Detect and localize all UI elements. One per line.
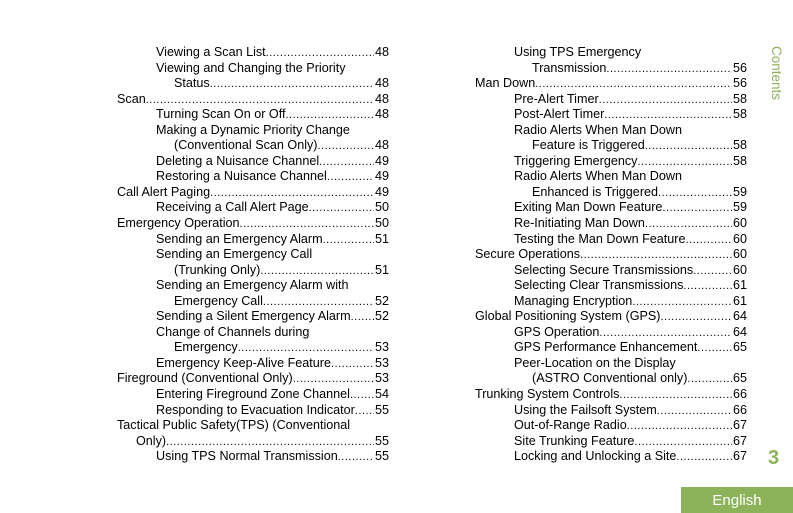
toc-leader-dots (627, 419, 732, 435)
toc-leader-dots (599, 93, 732, 109)
toc-leader-dots (657, 404, 732, 420)
toc-entry (117, 309, 389, 325)
toc-entry-title: (Conventional Scan Only) (174, 138, 318, 153)
toc-entry-page: 54 (374, 387, 389, 402)
toc-right-column (475, 45, 747, 465)
toc-entry-title: Emergency (174, 340, 238, 355)
side-tab-label: Contents (769, 46, 784, 101)
toc-entry (475, 169, 747, 185)
toc-entry-page: 53 (374, 340, 389, 355)
toc-leader-dots (637, 155, 732, 171)
toc-leader-dots (604, 108, 732, 124)
toc-entry-page: 48 (374, 76, 389, 91)
toc-entry (117, 263, 389, 279)
toc-leader-dots (686, 233, 732, 249)
toc-entry (475, 123, 747, 139)
toc-entry-page: 50 (374, 216, 389, 231)
toc-entry (117, 107, 389, 123)
toc-entry-page: 48 (374, 138, 389, 153)
toc-entry-title: (ASTRO Conventional only) (532, 371, 688, 386)
toc-entry-page: 58 (732, 153, 747, 168)
toc-leader-dots (619, 388, 732, 404)
toc-entry-title: Receiving a Call Alert Page (156, 200, 309, 215)
language-tab-label: English (712, 491, 762, 509)
toc-leader-dots (535, 77, 732, 93)
toc-entry-page: 60 (732, 262, 747, 277)
toc-entry-title: Entering Fireground Zone Channel (156, 387, 350, 402)
toc-entry (475, 340, 747, 356)
toc-entry-title: Emergency Call (174, 293, 263, 308)
toc-entry-title: Tactical Public Safety(TPS) (Conventional (117, 418, 351, 433)
toc-entry-title: Sending an Emergency Call (156, 247, 313, 262)
toc-entry-page: 59 (732, 200, 747, 215)
toc-entry (475, 434, 747, 450)
toc-entry (475, 185, 747, 201)
toc-leader-dots (599, 326, 732, 342)
toc-entry-page: 60 (732, 216, 747, 231)
toc-entry (475, 216, 747, 232)
toc-entry-page: 51 (374, 231, 389, 246)
toc-entry (117, 278, 389, 294)
toc-entry-title: Turning Scan On or Off (156, 107, 286, 122)
toc-entry-page: 61 (732, 278, 747, 293)
toc-entry (475, 449, 747, 465)
toc-entry-page: 51 (374, 262, 389, 277)
toc-entry-page: 48 (374, 45, 389, 59)
toc-entry-title: Transmission (532, 60, 607, 75)
toc-entry-page: 64 (732, 309, 747, 324)
toc-entry-page: 55 (374, 402, 389, 417)
toc-entry-page: 49 (374, 184, 389, 199)
toc-entry (117, 232, 389, 248)
toc-leader-dots (260, 264, 374, 280)
toc-entry (475, 138, 747, 154)
toc-entry (117, 123, 389, 139)
toc-leader-dots (645, 217, 732, 233)
toc-leader-dots (210, 186, 374, 202)
toc-entry-page: 67 (732, 433, 747, 448)
toc-entry-title: Sending an Emergency Alarm with (156, 278, 349, 293)
toc-entry-page: 61 (732, 293, 747, 308)
toc-leader-dots (319, 155, 374, 171)
toc-entry-title: Global Positioning System (GPS) (475, 309, 661, 324)
toc-entry-title: Radio Alerts When Man Down (514, 169, 682, 184)
toc-entry-title: Triggering Emergency (514, 153, 638, 168)
toc-entry-title: Sending a Silent Emergency Alarm (156, 309, 351, 324)
toc-leader-dots (676, 450, 732, 466)
toc-entry (475, 76, 747, 92)
toc-leader-dots (660, 310, 732, 326)
toc-entry-page: 53 (374, 355, 389, 370)
toc-entry-title: Emergency Operation (117, 216, 240, 231)
toc-leader-dots (658, 186, 732, 202)
toc-entry (475, 278, 747, 294)
toc-entry-title: Viewing a Scan List (156, 45, 266, 59)
toc-entry-title: Enhanced is Triggered (532, 184, 659, 199)
toc-entry (117, 185, 389, 201)
toc-entry (117, 371, 389, 387)
toc-entry (117, 76, 389, 92)
toc-entry-page: 67 (732, 449, 747, 464)
toc-entry-page: 49 (374, 169, 389, 184)
toc-leader-dots (697, 341, 732, 357)
toc-entry-title: Fireground (Conventional Only) (117, 371, 293, 386)
toc-entry-page: 59 (732, 184, 747, 199)
toc-entry-title: Out-of-Range Radio (514, 418, 627, 433)
toc-entry-page: 48 (374, 107, 389, 122)
toc-entry (117, 387, 389, 403)
toc-entry (117, 138, 389, 154)
toc-entry (475, 92, 747, 108)
toc-leader-dots (238, 341, 374, 357)
toc-entry-page: 56 (732, 76, 747, 91)
toc-entry (117, 154, 389, 170)
toc-entry-title: Testing the Man Down Feature (514, 231, 686, 246)
toc-entry (117, 325, 389, 341)
toc-entry-title: Selecting Secure Transmissions (514, 262, 694, 277)
toc-entry (475, 403, 747, 419)
toc-entry-page: 52 (374, 309, 389, 324)
toc-entry-title: Using TPS Normal Transmission (156, 449, 338, 464)
toc-entry (117, 403, 389, 419)
toc-entry (117, 247, 389, 263)
toc-entry-title: Managing Encryption (514, 293, 633, 308)
toc-entry-page: 58 (732, 138, 747, 153)
toc-entry-title: Using TPS Emergency (514, 45, 642, 59)
toc-leader-dots (166, 435, 374, 451)
toc-entry (475, 247, 747, 263)
toc-entry-page: 53 (374, 371, 389, 386)
toc-entry-page: 66 (732, 402, 747, 417)
language-tab (681, 487, 793, 513)
toc-leader-dots (286, 108, 374, 124)
toc-entry (117, 418, 389, 434)
toc-entry-title: Making a Dynamic Priority Change (156, 122, 350, 137)
toc-entry (475, 45, 747, 61)
toc-entry (117, 61, 389, 77)
toc-entry (117, 169, 389, 185)
toc-entry (117, 340, 389, 356)
toc-entry-page: 48 (374, 91, 389, 106)
toc-entry-title: Feature is Triggered (532, 138, 645, 153)
toc-entry-title: Responding to Evacuation Indicator (156, 402, 355, 417)
toc-entry-title: Pre-Alert Timer (514, 91, 599, 106)
toc-entry-title: Sending an Emergency Alarm (156, 231, 323, 246)
toc-entry-title: Status (174, 76, 210, 91)
toc-entry (117, 294, 389, 310)
toc-entry-page: 50 (374, 200, 389, 215)
toc-leader-dots (293, 372, 374, 388)
toc-entry (117, 356, 389, 372)
toc-leader-dots (263, 295, 374, 311)
toc-entry (475, 356, 747, 372)
toc-leader-dots (323, 233, 374, 249)
toc-entry (475, 200, 747, 216)
toc-entry-title: GPS Performance Enhancement (514, 340, 698, 355)
toc-entry (475, 154, 747, 170)
toc-entry-title: Call Alert Paging (117, 184, 211, 199)
toc-entry-title: Scan (117, 91, 146, 106)
toc-entry (117, 449, 389, 465)
toc-entry-page: 65 (732, 340, 747, 355)
toc-leader-dots (683, 279, 732, 295)
toc-entry (475, 107, 747, 123)
contents-side-tab (766, 46, 786, 106)
toc-entry (117, 434, 389, 450)
toc-entry (475, 387, 747, 403)
toc-leader-dots (331, 357, 374, 373)
toc-entry (475, 294, 747, 310)
toc-leader-dots (634, 435, 732, 451)
toc-entry (475, 325, 747, 341)
toc-leader-dots (318, 139, 374, 155)
toc-entry-page: 49 (374, 153, 389, 168)
toc-entry-title: Viewing and Changing the Priority (156, 60, 346, 75)
toc-left-column (117, 45, 389, 465)
toc-leader-dots (327, 170, 374, 186)
toc-entry-page: 65 (732, 371, 747, 386)
toc-entry-title: Change of Channels during (156, 324, 310, 339)
toc-entry-title: Using the Failsoft System (514, 402, 657, 417)
toc-entry-page: 60 (732, 247, 747, 262)
toc-entry-page: 60 (732, 231, 747, 246)
toc-entry-title: Emergency Keep-Alive Feature (156, 355, 331, 370)
toc-leader-dots (240, 217, 374, 233)
toc-entry (475, 232, 747, 248)
toc-entry (117, 216, 389, 232)
toc-entry-title: Man Down (475, 76, 536, 91)
toc-leader-dots (580, 248, 732, 264)
toc-leader-dots (338, 450, 374, 466)
toc-entry-page: 56 (732, 60, 747, 75)
toc-leader-dots (606, 62, 732, 78)
toc-entry-page: 52 (374, 293, 389, 308)
toc-leader-dots (662, 201, 732, 217)
toc-entry-title: Restoring a Nuisance Channel (156, 169, 327, 184)
toc-entry (475, 61, 747, 77)
toc-entry-title: Re-Initiating Man Down (514, 216, 645, 231)
toc-entry-title: Radio Alerts When Man Down (514, 122, 682, 137)
toc-leader-dots (146, 93, 374, 109)
toc-entry (475, 309, 747, 325)
toc-entry-title: Selecting Clear Transmissions (514, 278, 684, 293)
toc-entry-title: Secure Operations (475, 247, 581, 262)
toc-leader-dots (351, 310, 374, 326)
toc-entry-title: Deleting a Nuisance Channel (156, 153, 320, 168)
toc-entry-page: 58 (732, 91, 747, 106)
toc-entry-title: Post-Alert Timer (514, 107, 605, 122)
toc-entry-title: Only) (136, 433, 167, 448)
toc-leader-dots (645, 139, 732, 155)
toc-entry (117, 92, 389, 108)
toc-entry-page: 66 (732, 387, 747, 402)
toc-entry-title: Exiting Man Down Feature (514, 200, 663, 215)
toc-entry-title: GPS Operation (514, 324, 600, 339)
toc-entry-title: Locking and Unlocking a Site (514, 449, 677, 464)
toc-entry-page: 55 (374, 433, 389, 448)
toc-entry-page: 67 (732, 418, 747, 433)
toc-leader-dots (350, 388, 374, 404)
toc-leader-dots (266, 46, 374, 62)
toc-entry (475, 371, 747, 387)
toc-entry (117, 45, 389, 61)
toc-entry (475, 263, 747, 279)
toc-entry (117, 200, 389, 216)
toc-entry-title: Peer-Location on the Display (514, 355, 676, 370)
toc-entry-page: 64 (732, 324, 747, 339)
toc-entry-page: 55 (374, 449, 389, 464)
toc-entry-title: Site Trunking Feature (514, 433, 635, 448)
toc-leader-dots (309, 201, 374, 217)
page-number: 3 (768, 447, 780, 469)
toc-leader-dots (210, 77, 374, 93)
toc-entry-title: Trunking System Controls (475, 387, 620, 402)
toc-leader-dots (687, 372, 732, 388)
toc-entry-title: (Trunking Only) (174, 262, 261, 277)
toc-leader-dots (632, 295, 732, 311)
toc-entry (475, 418, 747, 434)
toc-entry-page: 58 (732, 107, 747, 122)
toc-leader-dots (693, 264, 732, 280)
toc-leader-dots (355, 404, 374, 420)
